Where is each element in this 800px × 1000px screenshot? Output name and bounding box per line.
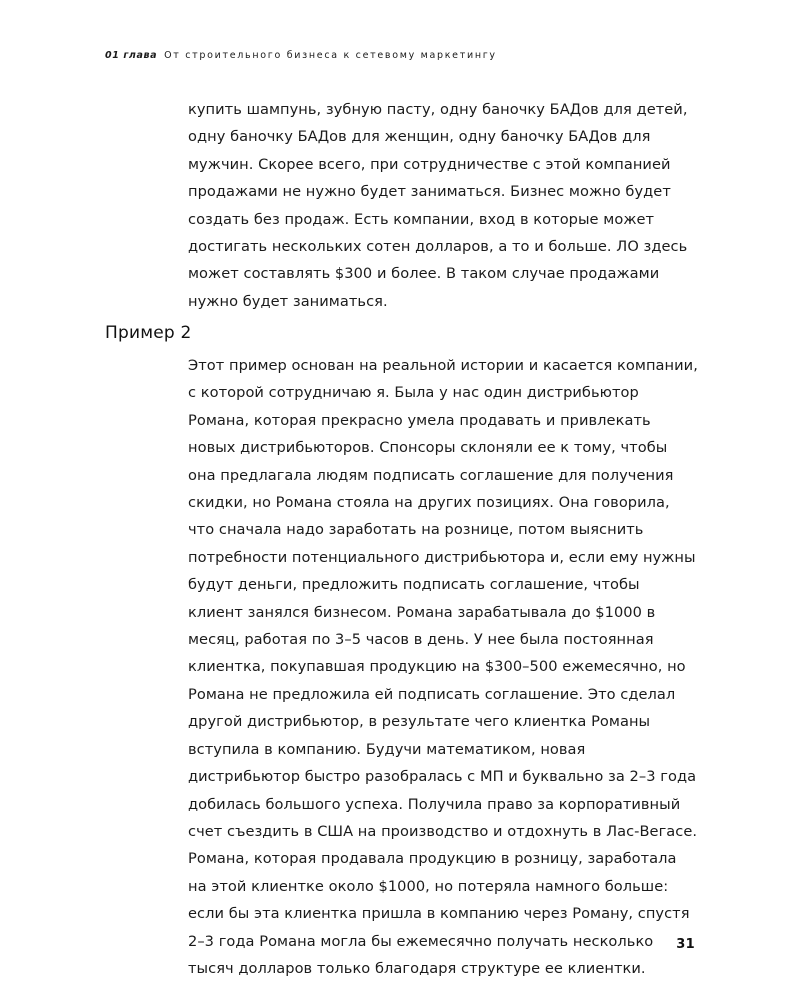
running-head-chapter-number: 01 глава bbox=[105, 50, 158, 61]
body-column-bottom bbox=[188, 352, 698, 982]
paragraph-continuation: купить шампунь, зубную пасту, одну баночку БАДов для детей, одну баночку БАДов для женщин, одну баночку БАДов для мужчин. Скорее всего, при сотрудничестве с этой компанией продажами не нужно будет заниматься. Бизнес можно будет создать без продаж. Есть компании, вход в которые может достигать нескольких сотен долларов, а то и больше. ЛО здесь может составлять $300 и более. В таком случае продажами нужно будет заниматься. bbox=[188, 101, 688, 310]
paragraph-example-2: Этот пример основан на реальной истории и касается компании, с которой сотрудничаю я. Была у нас один дистрибьютор Романа, которая прекрасно умела продавать и привлекать новых дистрибьюторов. Спонсоры склоняли ее к тому, чтобы она предлагала людям подписать соглашение для получения скидки, но Романа стояла на других позициях. Она говорила, что сначала надо заработать на рознице, потом выяснить потребности потенциального дистрибьютора и, если ему нужны будут деньги, предложить подписать соглашение, чтобы клиент занялся бизнесом. Романа зарабатывала до $1000 в месяц, работая по 3–5 часов в день. У нее была постоянная клиентка, покупавшая продукцию на $300–500 ежемесячно, но Романа не предложила ей подписать соглашение. Это сделал другой дистрибьютор, в результате чего клиентка Романы вступила в компанию. Будучи математиком, новая дистрибьютор быстро разобралась с МП и буквально за 2–3 года добилась большого успеха. Получила право за корпоративный счет съездить в США на производство и отдохнуть в Лас-Вегасе. Романа, которая продавала продукцию в розницу, заработала на этой клиентке около $1000, но потеряла намного больше: если бы эта клиентка пришла в компанию через Роману, спустя 2–3 года Романа могла бы ежемесячно получать несколько тысяч долларов только благодаря структуре ее клиентки. bbox=[188, 357, 698, 977]
body-column-top bbox=[188, 96, 698, 315]
running-head bbox=[105, 50, 695, 61]
section-heading-example-2: Пример 2 bbox=[105, 323, 192, 343]
page-number: 31 bbox=[676, 937, 695, 952]
running-head-chapter-title: От строительного бизнеса к сетевому маркетингу bbox=[164, 50, 497, 61]
